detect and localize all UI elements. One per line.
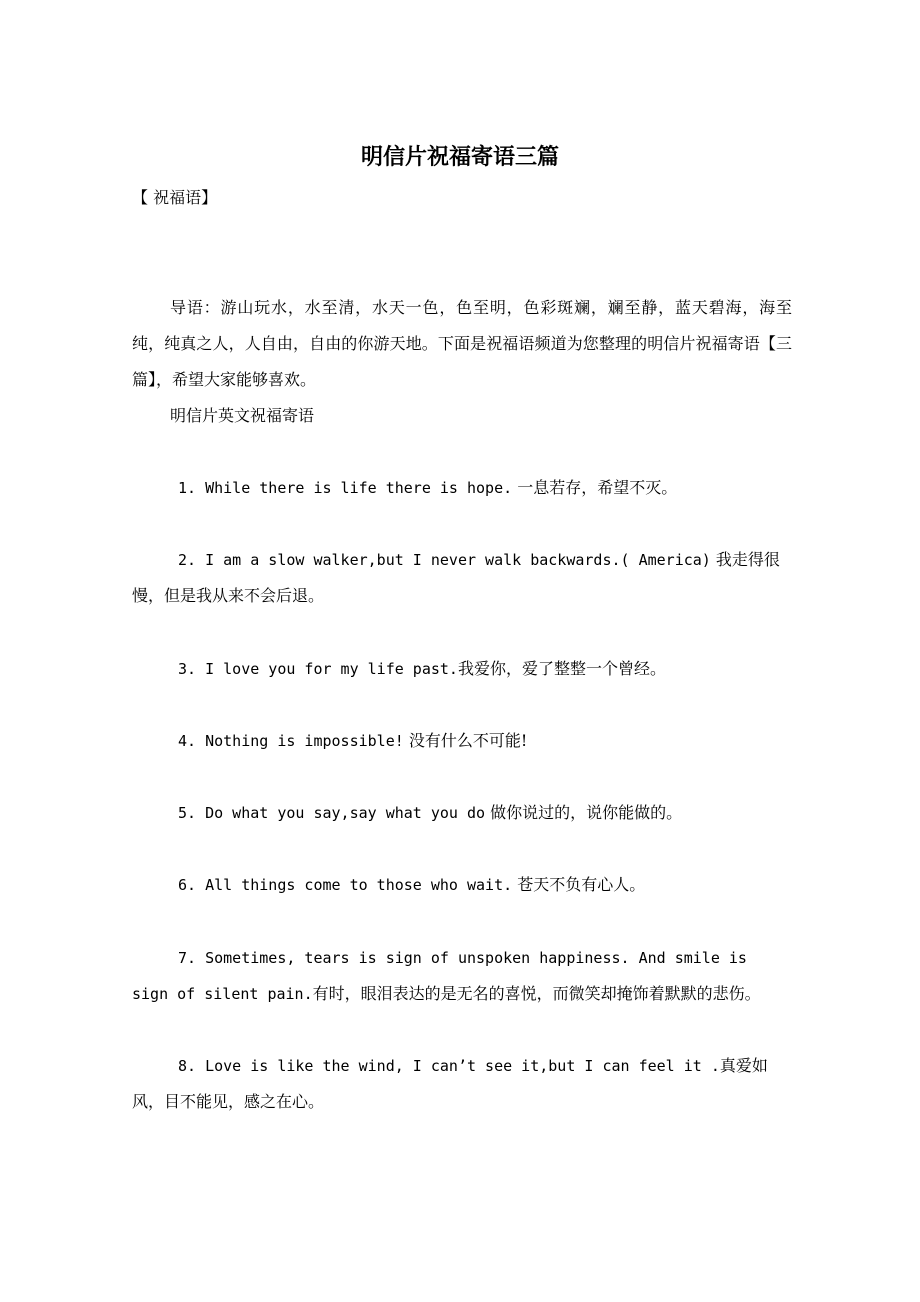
chinese-text: 做你说过的，说你能做的。	[485, 803, 683, 822]
chinese-text: 有时，眼泪表达的是无名的喜悦，而微笑却掩饰着默默的悲伤。	[312, 984, 761, 1003]
section-subtitle: 明信片英文祝福寄语	[170, 406, 315, 425]
english-text: 6. All things come to those who wait.	[178, 876, 513, 894]
intro-paragraph: 导语：游山玩水，水至清，水天一色，色至明，色彩斑斓，斓至静，蓝天碧海，海至纯，纯真之人，人自由，自由的你游天地。下面是祝福语频道为您整理的明信片祝福寄语【三篇】，希望大家能够喜欢。	[132, 298, 792, 389]
chinese-text: 我爱你，爱了整整一个曾经。	[457, 659, 666, 678]
chinese-text: 苍天不负有心人。	[512, 875, 646, 894]
chinese-text: 真爱如风，目不能见，感之在心。	[132, 1056, 768, 1111]
list-item	[132, 651, 792, 687]
chinese-text: 我走得很慢，但是我从来不会后退。	[132, 550, 780, 605]
list-item	[132, 795, 792, 831]
english-text: 5. Do what you say,say what you do	[178, 804, 486, 822]
list-item	[132, 723, 792, 759]
chinese-text: 一息若存，希望不灭。	[512, 478, 678, 497]
english-text: 7. Sometimes, tears is sign of unspoken happiness. And smile is sign of silent pain.	[132, 949, 747, 1003]
list-item	[132, 940, 792, 1012]
english-text: 8. Love is like the wind, I can’t see it,but I can feel it .	[178, 1057, 720, 1075]
list-item	[132, 470, 792, 506]
list-item	[132, 1048, 792, 1120]
list-item	[132, 867, 792, 903]
category-tag: 【 祝福语】	[132, 188, 218, 207]
chinese-text: 没有什么不可能!	[403, 731, 528, 750]
list-item	[132, 542, 792, 614]
english-text: 3. I love you for my life past.	[178, 660, 458, 678]
page-title: 明信片祝福寄语三篇	[360, 144, 559, 170]
english-text: 4. Nothing is impossible!	[178, 732, 404, 750]
english-text: 2. I am a slow walker,but I never walk backwards.( America)	[178, 551, 711, 569]
english-text: 1. While there is life there is hope.	[178, 479, 513, 497]
